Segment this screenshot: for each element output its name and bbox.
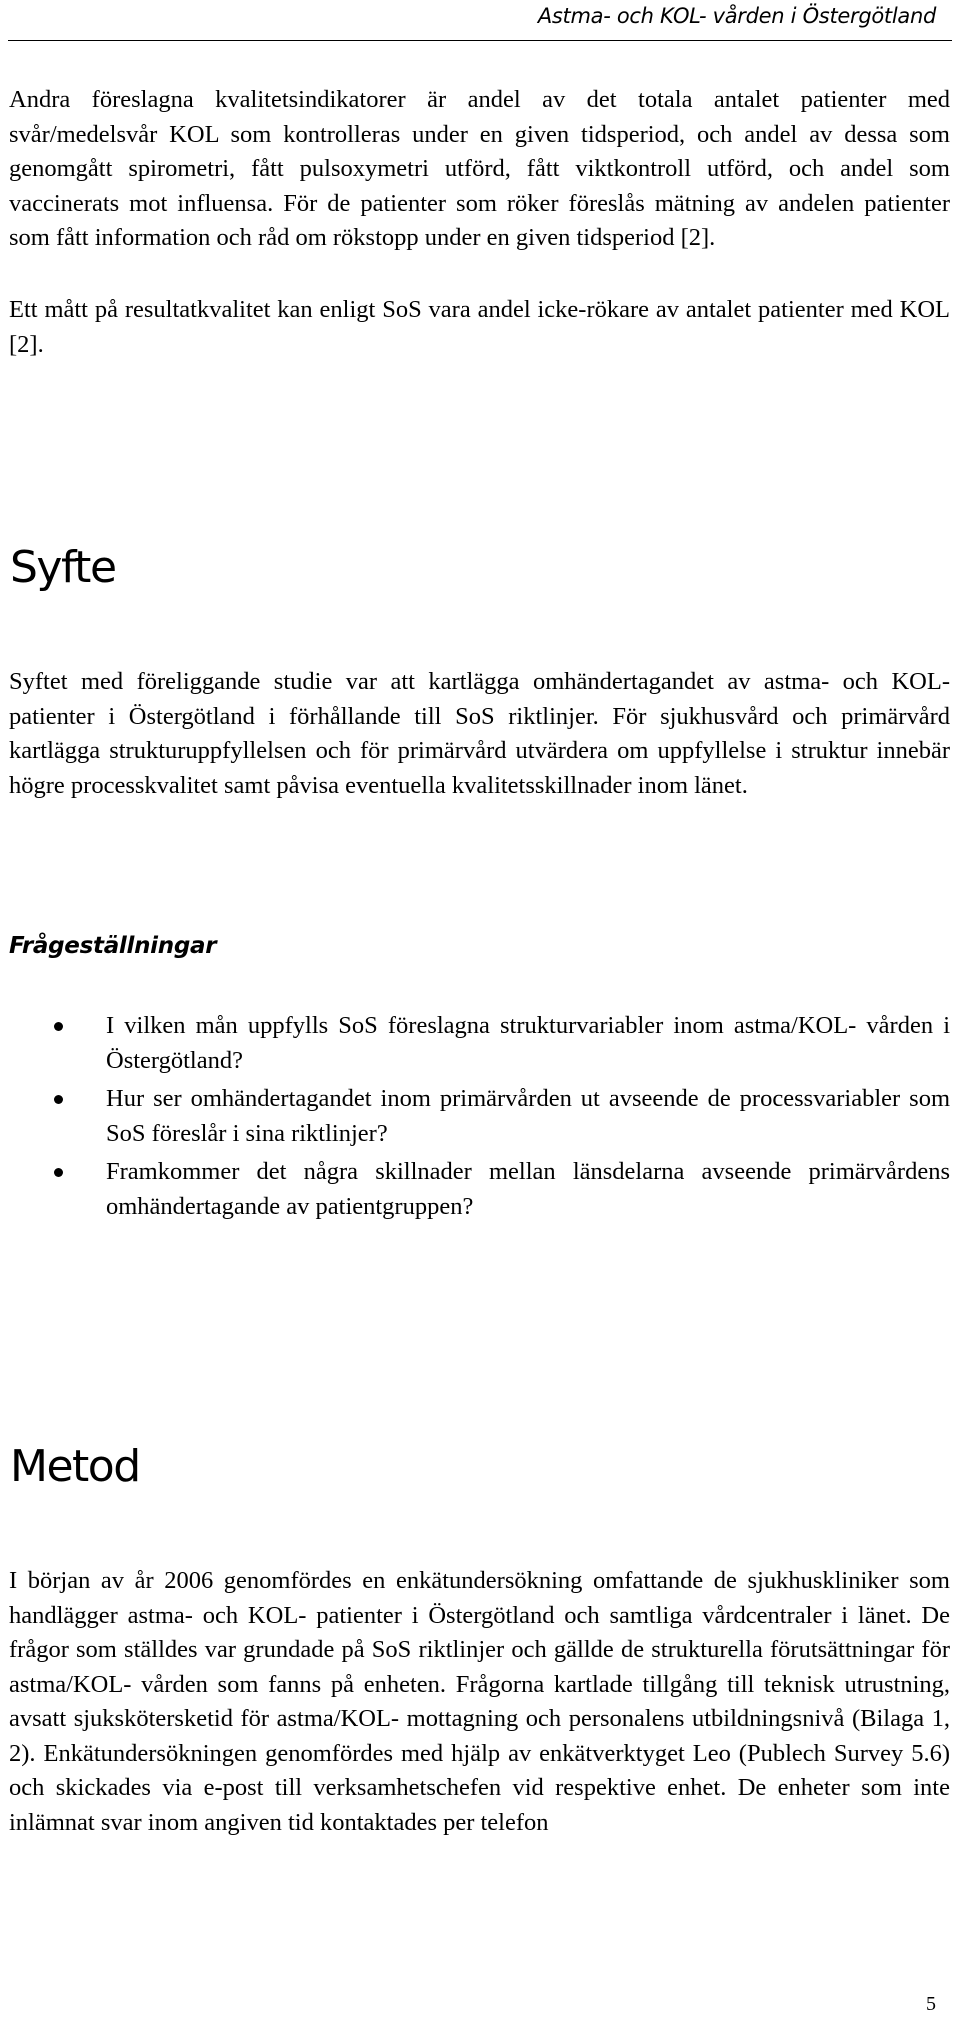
metod-paragraph: I början av år 2006 genomfördes en enkätundersökning omfattande de sjukhuskliniker som handlägger astma- och KOL- patienter i Östergötland och samtliga vårdcentraler i länet. De frågor som ställdes var grundade på SoS riktlinjer och gällde de strukturella förutsättningar för astma/KOL- vården som fanns på enheten. Frågorna kartlade tillgång till teknisk utrustning, avsatt sjukskötersketid för astma/KOL- mottagning och personalens utbildningsnivå (Bilaga 1, 2). Enkätundersökningen genomfördes med hjälp av enkätverktyget Leo (Publech Survey 5.6) och skickades via e-post till verksamhetschefen vid respektive enhet. De enheter som inte inlämnat svar inom angiven tid kontaktades per telefon xyxy=(9,1567,950,1836)
section-heading-syfte: Syfte xyxy=(10,542,116,593)
list-item-text: Framkommer det några skillnader mellan länsdelarna avseende primärvårdens omhändertagande av patientgruppen? xyxy=(106,1158,950,1220)
running-header: Astma- och KOL- vården i Östergötland xyxy=(537,4,936,28)
intro-paragraph-1: Andra föreslagna kvalitetsindikatorer är andel av det totala antalet patienter med svår/medelsvår KOL som kontrolleras under en given tidsperiod, och andel av dessa som genomgått spirometri, fått pulsoxymetri utförd, fått viktkontroll utförd, och andel som vaccinerats mot influensa. För de patienter som röker föreslås mätning av andelen patienter som fått information och råd om rökstopp under en given tidsperiod [2]. xyxy=(9,86,950,251)
bullet-icon xyxy=(54,1095,63,1104)
syfte-paragraph: Syftet med föreliggande studie var att kartlägga omhändertagandet av astma- och KOL- patienter i Östergötland i förhållande till SoS riktlinjer. För sjukhusvård och primärvård kartlägga strukturuppfyllelsen och för primärvård utvärdera om uppfyllelse i struktur innebär högre processkvalitet samt påvisa eventuella kvalitetsskillnader inom länet. xyxy=(9,668,950,799)
research-questions-list xyxy=(54,1009,950,1228)
list-item xyxy=(54,1082,950,1151)
intro-paragraph-2: Ett mått på resultatkvalitet kan enligt SoS vara andel icke-rökare av antalet patienter med KOL [2]. xyxy=(9,296,950,358)
section-heading-metod: Metod xyxy=(10,1441,140,1492)
list-item-text: I vilken mån uppfylls SoS föreslagna strukturvariabler inom astma/KOL- vården i Östergötland? xyxy=(106,1012,950,1074)
bullet-icon xyxy=(54,1022,63,1031)
list-item xyxy=(54,1009,950,1078)
list-item xyxy=(54,1155,950,1224)
bullet-icon xyxy=(54,1168,63,1177)
page-number: 5 xyxy=(926,1993,936,2015)
list-item-text: Hur ser omhändertagandet inom primärvården ut avseende de processvariabler som SoS föreslår i sina riktlinjer? xyxy=(106,1085,950,1147)
subheading-fragestallningar: Frågeställningar xyxy=(9,933,217,959)
header-divider xyxy=(8,40,952,41)
